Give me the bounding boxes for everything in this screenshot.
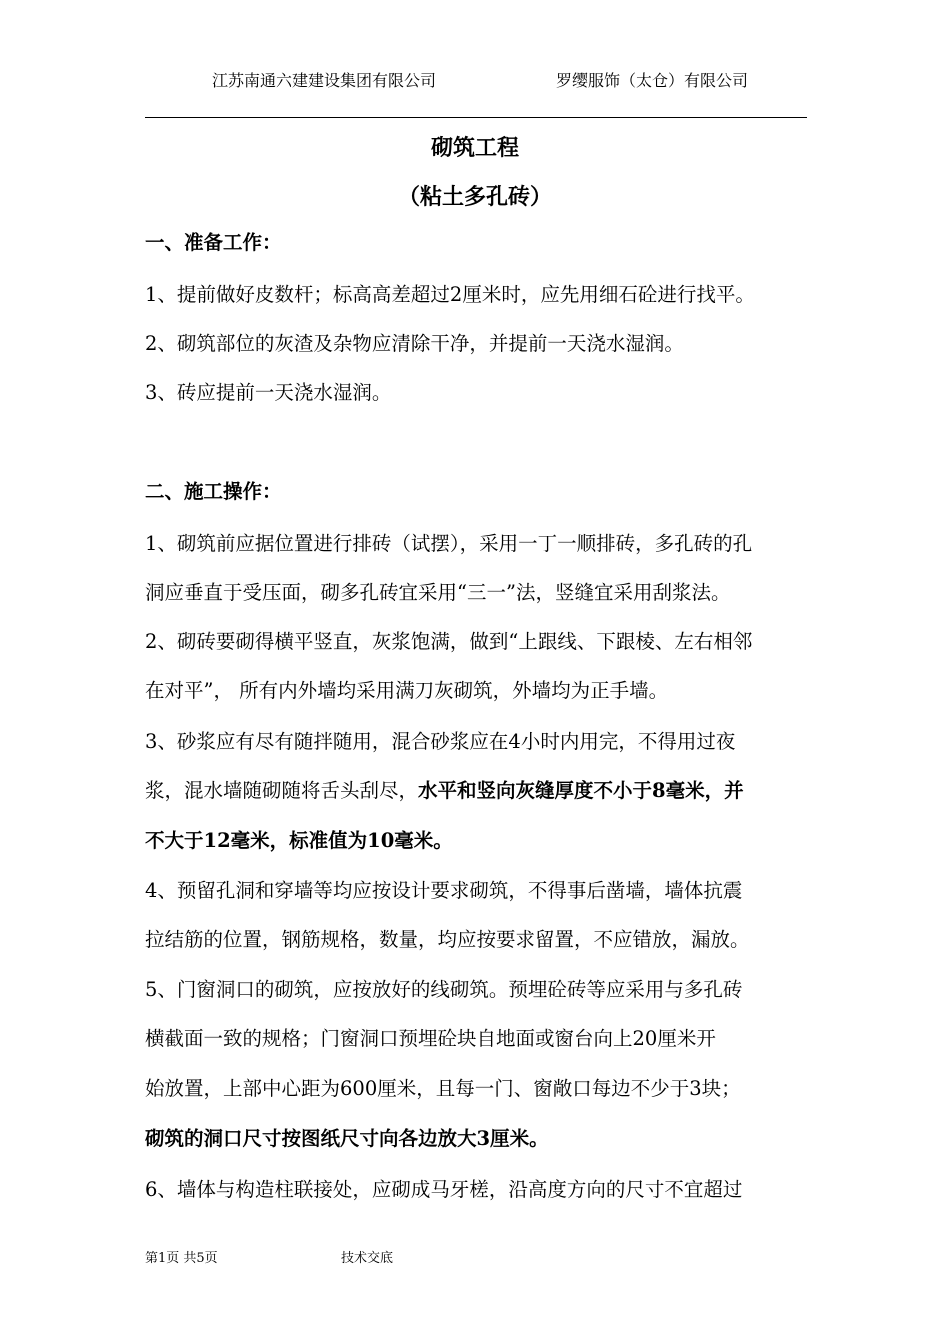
prep-item-1: 1、提前做好皮数杆；标高高差超过2厘米时，应先用细石砼进行找平。 xyxy=(145,283,755,306)
prep-item-3: 3、砖应提前一天浇水湿润。 xyxy=(145,381,392,404)
section-heading-operations: 二、施工操作： xyxy=(145,480,282,503)
ops-line: 5、门窗洞口的砌筑，应按放好的线砌筑。预埋砼砖等应采用与多孔砖 xyxy=(145,978,743,1001)
page-subtitle: （粘土多孔砖） xyxy=(397,184,552,210)
ops-line: 洞应垂直于受压面，砌多孔砖宜采用“三一”法，竖缝宜采用刮浆法。 xyxy=(145,581,731,604)
ops-line: 6、墙体与构造柱联接处，应砌成马牙槎，沿高度方向的尺寸不宜超过 xyxy=(145,1178,743,1201)
ops-line-bold-part: 水平和竖向灰缝厚度不小于8毫米，并 xyxy=(418,779,744,802)
section-heading-preparation: 一、准备工作： xyxy=(145,231,282,254)
ops-line: 2、砌砖要砌得横平竖直，灰浆饱满，做到“上跟线、下跟棱、左右相邻 xyxy=(145,630,753,653)
ops-line: 拉结筋的位置，钢筋规格，数量，均应按要求留置，不应错放，漏放。 xyxy=(145,928,750,951)
prep-item-2: 2、砌筑部位的灰渣及杂物应清除干净，并提前一天浇水湿润。 xyxy=(145,332,684,355)
ops-line: 在对平”， 所有内外墙均采用满刀灰砌筑，外墙均为正手墙。 xyxy=(145,679,669,702)
ops-line-mixed xyxy=(145,776,744,806)
header-left-company: 江苏南通六建建设集团有限公司 xyxy=(212,71,437,90)
footer-page-number: 第1页 共5页 xyxy=(145,1251,218,1266)
header-right-company: 罗缨服饰（太仓）有限公司 xyxy=(556,71,749,90)
ops-line: 3、砂浆应有尽有随拌随用，混合砂浆应在4小时内用完，不得用过夜 xyxy=(145,730,736,753)
ops-line: 横截面一致的规格；门窗洞口预埋砼块自地面或窗台向上20厘米开 xyxy=(145,1027,716,1050)
ops-line-bold: 砌筑的洞口尺寸按图纸尺寸向各边放大3厘米。 xyxy=(145,1127,549,1150)
ops-line-normal-part: 浆，混水墙随砌随将舌头刮尽， xyxy=(145,779,419,802)
page-title: 砌筑工程 xyxy=(430,135,519,161)
ops-line: 始放置，上部中心距为600厘米，且每一门、窗敞口每边不少于3块； xyxy=(145,1077,741,1100)
ops-line: 1、砌筑前应据位置进行排砖（试摆），采用一丁一顺排砖，多孔砖的孔 xyxy=(145,532,753,555)
ops-line: 4、预留孔洞和穿墙等均应按设计要求砌筑，不得事后凿墙，墙体抗震 xyxy=(145,879,743,902)
footer-doc-type: 技术交底 xyxy=(341,1251,394,1266)
ops-line-bold: 不大于12毫米，标准值为10毫米。 xyxy=(145,829,453,852)
header-rule xyxy=(145,117,807,118)
